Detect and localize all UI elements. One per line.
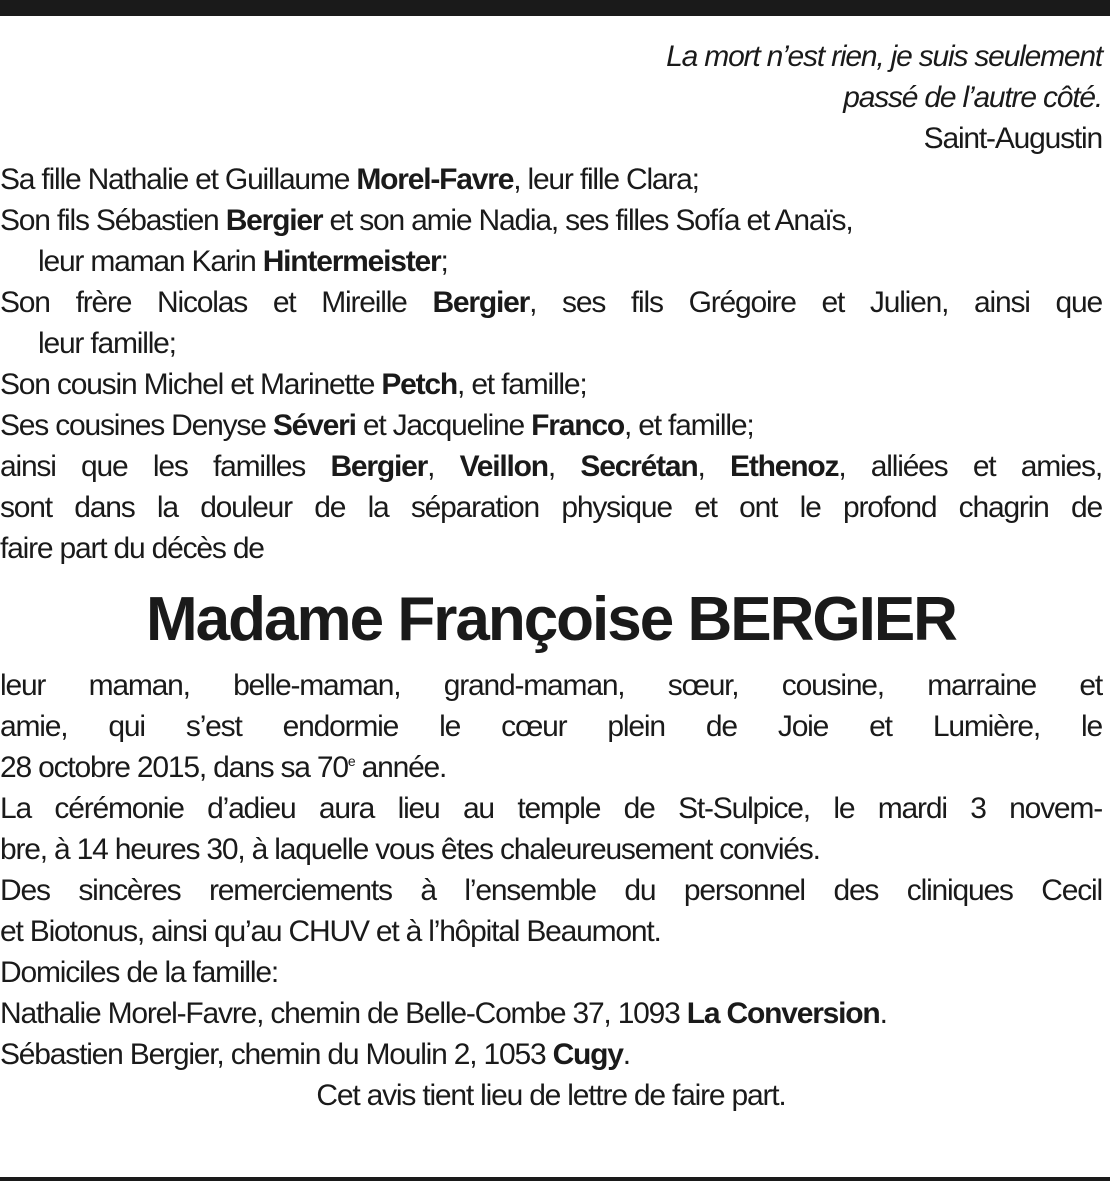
obituary-notice: [0, 36, 1102, 1116]
surname: Séveri: [272, 409, 356, 442]
text: 28 octobre 2015, dans sa 70: [0, 751, 348, 784]
bottom-border-rule: [0, 1177, 1110, 1181]
family-line: [0, 200, 1102, 241]
text: et son amie Nadia, ses filles Sofía et Anaïs,: [322, 204, 853, 237]
text: et Jacqueline: [355, 409, 532, 442]
quote-line-2: passé de l’autre côté.: [843, 81, 1102, 114]
family-list: [0, 159, 1102, 569]
closing-line: Cet avis tient lieu de lettre de faire part.: [316, 1079, 786, 1112]
text: Nathalie Morel-Favre, chemin de Belle-Combe 37, 1093: [0, 997, 687, 1030]
family-line: [0, 405, 1102, 446]
text: , et famille;: [624, 409, 754, 442]
family-line: [0, 282, 1102, 323]
surname: Hintermeister: [262, 245, 441, 278]
text: ,: [697, 450, 731, 483]
deceased-name: Madame Françoise BERGIER: [146, 585, 956, 654]
text: ,: [547, 450, 581, 483]
epigraph-quote: [0, 36, 1102, 118]
body-line: leur maman, belle-maman, grand-maman, sœur, cousine, marraine et: [0, 669, 1102, 702]
family-line: [0, 241, 1102, 282]
quote-line-1: La mort n’est rien, je suis seulement: [666, 40, 1102, 73]
body-line: La cérémonie d’adieu aura lieu au temple de St-Sulpice, le mardi 3 novem-: [0, 792, 1102, 825]
text: .: [879, 997, 887, 1030]
surname: Bergier: [330, 450, 428, 483]
text: ainsi que les familles: [0, 450, 331, 483]
text: leur maman Karin: [38, 245, 263, 278]
ordinal-suffix: e: [347, 753, 355, 769]
address-line: [0, 993, 1102, 1034]
text: , leur fille Clara;: [513, 163, 699, 196]
surname: Franco: [531, 409, 624, 442]
text: année.: [354, 751, 447, 784]
surname: Veillon: [459, 450, 548, 483]
family-line: [0, 446, 1102, 487]
surname: Bergier: [432, 286, 530, 319]
notice-body: [0, 665, 1102, 1116]
address-line: [0, 1034, 1102, 1075]
body-line: bre, à 14 heures 30, à laquelle vous êtes chaleureusement conviés.: [0, 833, 820, 866]
locality: Cugy: [552, 1038, 623, 1071]
family-line: [0, 364, 1102, 405]
body-line: Domiciles de la famille:: [0, 956, 278, 989]
family-line: [0, 159, 1102, 200]
body-line: [0, 747, 1102, 788]
text: Sa fille Nathalie et Guillaume: [0, 163, 357, 196]
quote-author: Saint-Augustin: [923, 122, 1102, 155]
text: ,: [427, 450, 460, 483]
top-border-rule: [0, 0, 1110, 16]
body-line: amie, qui s’est endormie le cœur plein de Joie et Lumière, le: [0, 710, 1102, 743]
text: , ses fils Grégoire et Julien, ainsi que: [529, 286, 1102, 319]
text: ;: [440, 245, 448, 278]
text: .: [622, 1038, 630, 1071]
family-line: leur famille;: [38, 327, 176, 360]
surname: Secrétan: [580, 450, 698, 483]
text: , alliées et amies,: [838, 450, 1102, 483]
surname: Morel-Favre: [356, 163, 514, 196]
family-line: sont dans la douleur de la séparation physique et ont le profond chagrin de: [0, 491, 1102, 524]
text: Ses cousines Denyse: [0, 409, 273, 442]
locality: La Conversion: [686, 997, 880, 1030]
text: Son cousin Michel et Marinette: [0, 368, 382, 401]
text: , et famille;: [457, 368, 587, 401]
body-line: et Biotonus, ainsi qu’au CHUV et à l’hôpital Beaumont.: [0, 915, 661, 948]
text: Son fils Sébastien: [0, 204, 226, 237]
surname: Bergier: [225, 204, 323, 237]
text: Sébastien Bergier, chemin du Moulin 2, 1053: [0, 1038, 553, 1071]
family-line: faire part du décès de: [0, 532, 264, 565]
surname: Ethenoz: [730, 450, 839, 483]
text: Son frère Nicolas et Mireille: [0, 286, 433, 319]
body-line: Des sincères remerciements à l’ensemble du personnel des cliniques Cecil: [0, 874, 1102, 907]
surname: Petch: [381, 368, 458, 401]
